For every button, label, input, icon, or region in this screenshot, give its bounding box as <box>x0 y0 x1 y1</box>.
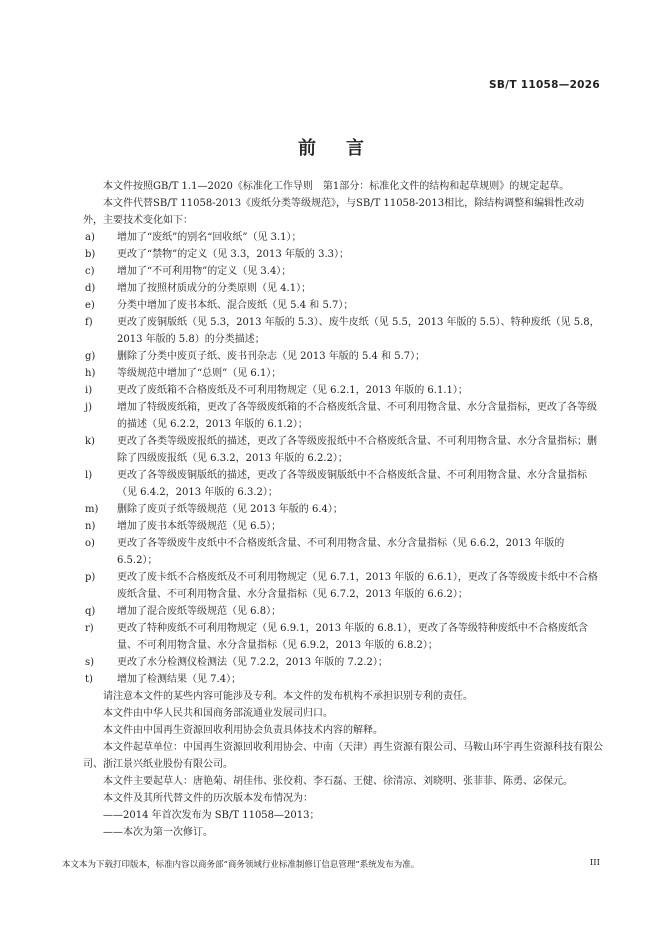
list-text: 等级规范中增加了“总则”（见 6.1）； <box>117 368 282 379</box>
list-label: d) <box>85 283 96 294</box>
list-text: 更改了废纸箱不合格废纸及不可利用物规定（见 6.2.1，2013 年版的 6.1.1）； <box>117 385 468 396</box>
list-label: o) <box>85 538 95 549</box>
list-item <box>83 671 603 688</box>
list-text: 更改了各等级废铜版纸的描述，更改了各等级废铜版纸中不合格废纸含量、不可利用物含量、水分含量指标（见 6.4.2，2013 年版的 6.3.2）； <box>117 470 587 498</box>
list-label: b) <box>85 249 96 260</box>
list-text: 删除了废页子纸等级规范（见 2013 年版的 6.4）； <box>117 504 343 515</box>
list-item <box>83 348 603 365</box>
standard-code: SB/T 11058—2026 <box>489 79 600 91</box>
list-text: 更改了“禁物”的定义（见 3.3，2013 年版的 3.3）； <box>117 249 350 260</box>
list-item <box>83 314 603 348</box>
history-item: ——2014 年首次发布为 SB/T 11058—2013； <box>103 810 320 821</box>
page-title: 前言 <box>298 138 394 159</box>
list-label: t) <box>85 674 93 685</box>
history-item: ——本次为第一次修订。 <box>103 827 213 838</box>
list-item <box>83 382 603 399</box>
paragraph-patent-note: 请注意本文件的某些内容可能涉及专利。本文件的发布机构不承担识别专利的责任。 <box>103 691 473 702</box>
list-text: 分类中增加了废书本纸、混合废纸（见 5.4 和 5.7）； <box>117 300 354 311</box>
list-item <box>83 467 603 501</box>
list-item <box>83 297 603 314</box>
list-label: n) <box>85 521 96 532</box>
list-label: l) <box>85 470 93 481</box>
list-text: 更改了各类等级废报纸的描述，更改了各等级废报纸中不合格废纸含量、不可利用物含量、水分含量指标；删除了四级废报纸（见 6.3.2，2013 年版的 6.2.2）； <box>117 436 597 464</box>
list-item <box>83 280 603 297</box>
list-text: 增加了检测结果（见 7.4）； <box>117 674 242 685</box>
list-label: h) <box>85 368 96 379</box>
list-text: 增加了废书本纸等级规范（见 6.5）； <box>117 521 282 532</box>
list-label: g) <box>85 351 96 362</box>
paragraph-interpretation: 本文件由中国再生资源回收利用协会负责具体技术内容的解释。 <box>103 725 383 736</box>
list-label: r) <box>85 623 94 634</box>
list-text: 更改了废铜版纸（见 5.3，2013 年版的 5.3）、废牛皮纸（见 5.5，2013 年版的 5.5）、特种废纸（见 5.8，2013 年版的 5.8）的分类描述； <box>117 317 600 345</box>
list-item <box>83 569 603 603</box>
list-label: j) <box>85 402 93 413</box>
list-label: q) <box>85 606 96 617</box>
list-text: 增加了“废纸”的别名“回收纸”（见 3.1）； <box>117 232 302 243</box>
list-label: i) <box>85 385 93 396</box>
list-label: k) <box>85 436 95 447</box>
paragraph-drafting-units: 本文件起草单位：中国再生资源回收利用协会、中南（天津）再生资源有限公司、马鞍山环宇再生资源科技有限公司、浙江景兴纸业股份有限公司。 <box>83 742 603 770</box>
list-label: s) <box>85 657 95 668</box>
list-item <box>83 246 603 263</box>
list-text: 删除了分类中废页子纸、废书刊杂志（见 2013 年版的 5.4 和 5.7）； <box>117 351 426 362</box>
list-item <box>83 365 603 382</box>
list-text: 更改了特种废纸不可利用物规定（见 6.9.1，2013 年版的 6.8.1），更改了各等级特种废纸中不合格废纸含量、不可利用物含量、水分含量指标（见 6.9.2，2013 年版的 6.8.2）； <box>117 623 588 651</box>
list-text: 更改了废卡纸不合格废纸及不可利用物规定（见 6.7.1，2013 年版的 6.6.1），更改了各等级废卡纸中不合格废纸含量、不可利用物含量、水分含量指标（见 6.7.2，2013 年版的 6.6.2）； <box>117 572 598 600</box>
list-text: 增加了“不可利用物”的定义（见 3.4）； <box>117 266 292 277</box>
list-label: c) <box>85 266 95 277</box>
paragraph-proposer: 本文件由中华人民共和国商务部流通业发展司归口。 <box>103 708 333 719</box>
list-item <box>83 535 603 569</box>
list-text: 增加了混合废纸等级规范（见 6.8）； <box>117 606 282 617</box>
list-item <box>83 263 603 280</box>
page-number: III <box>589 858 600 868</box>
paragraph-history-intro: 本文件及其所代替文件的历次版本发布情况为： <box>103 793 313 804</box>
paragraph-drafters: 本文件主要起草人：唐艳菊、胡佳伟、张佼莉、李石磊、王健、徐清凉、刘晓明、张菲菲、陈勇、宓保元。 <box>103 776 573 787</box>
list-label: f) <box>85 317 93 328</box>
changes-list <box>83 229 603 688</box>
list-label: e) <box>85 300 95 311</box>
paragraph-drafting-rule: 本文件按照GB/T 1.1—2020《标准化工作导则 第1部分：标准化文件的结构和起草规则》的规定起草。 <box>103 181 570 192</box>
paragraph-replacement: 本文件代替SB/T 11058-2013《废纸分类等级规范》，与SB/T 11058-2013相比，除结构调整和编辑性改动外，主要技术变化如下： <box>83 198 585 226</box>
list-item <box>83 518 603 535</box>
list-item <box>83 620 603 654</box>
list-label: m) <box>85 504 99 515</box>
list-item <box>83 603 603 620</box>
list-label: a) <box>85 232 95 243</box>
list-item <box>83 433 603 467</box>
list-text: 增加了特级废纸箱，更改了各等级废纸箱的不合格废纸含量、不可利用物含量、水分含量指标，更改了各等级的描述（见 6.2.2，2013 年版的 6.1.2）； <box>117 402 597 430</box>
list-item <box>83 654 603 671</box>
list-text: 更改了水分检测仪检测法（见 7.2.2，2013 年版的 7.2.2）； <box>117 657 388 668</box>
list-item <box>83 399 603 433</box>
list-text: 增加了按照材质成分的分类原则（见 4.1）； <box>117 283 312 294</box>
list-text: 更改了各等级废牛皮纸中不合格废纸含量、不可利用物含量、水分含量指标（见 6.6.2，2013 年版的 6.5.2）； <box>117 538 565 566</box>
list-item <box>83 501 603 518</box>
list-item <box>83 229 603 246</box>
list-label: p) <box>85 572 96 583</box>
footer-note: 本文本为下载打印版本，标准内容以商务部“商务领域行业标准制修订信息管理”系统发布为准。 <box>62 860 420 870</box>
document-body <box>83 178 603 841</box>
page-footer <box>62 858 600 870</box>
